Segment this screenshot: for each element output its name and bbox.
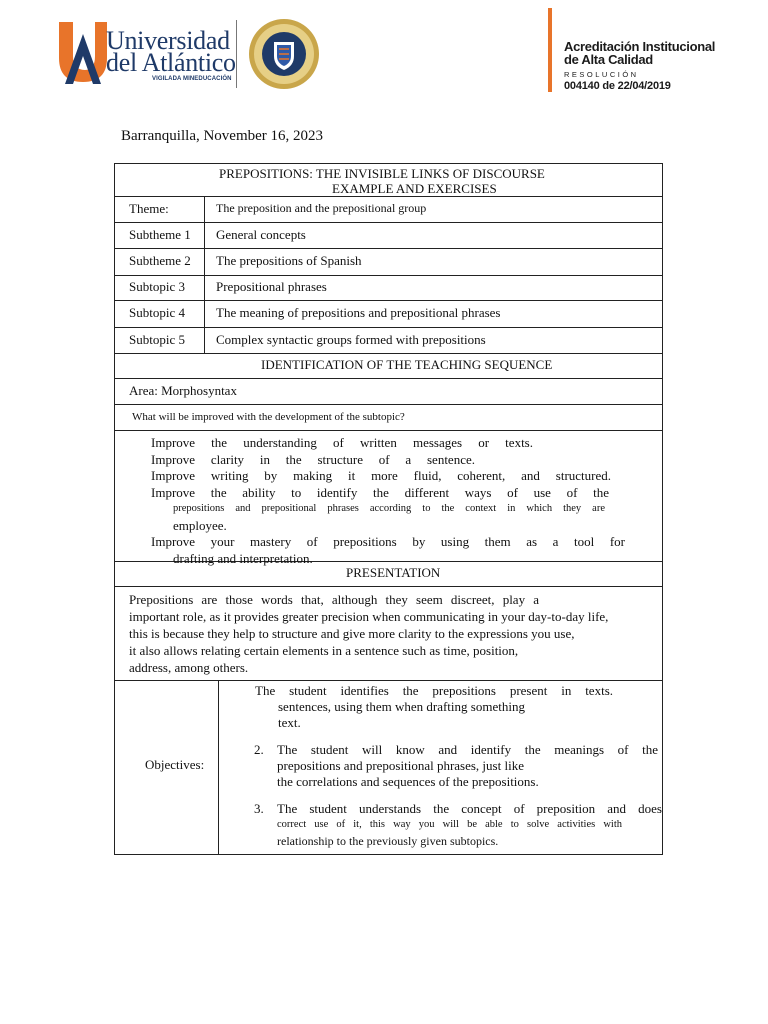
table-row bbox=[115, 276, 662, 301]
list-item: drafting and interpretation. bbox=[173, 550, 313, 566]
sequence-heading-row bbox=[115, 354, 662, 379]
list-item: Improve your mastery of prepositions by using them as a tool for bbox=[151, 534, 625, 549]
improve-question-row bbox=[115, 405, 662, 431]
table-row bbox=[115, 328, 662, 354]
resolution-number: 004140 de 22/04/2019 bbox=[564, 80, 671, 92]
objective-number: 2. bbox=[254, 742, 264, 757]
row-value: The prepositions of Spanish bbox=[216, 253, 362, 268]
table-row bbox=[115, 249, 662, 276]
objectives-label: Objectives: bbox=[145, 757, 205, 772]
lesson-plan-table bbox=[114, 163, 663, 855]
university-name bbox=[106, 26, 236, 77]
sequence-heading: IDENTIFICATION OF THE TEACHING SEQUENCE bbox=[261, 357, 553, 372]
row-value: Prepositional phrases bbox=[216, 279, 327, 294]
accreditation-accent-bar bbox=[548, 8, 552, 92]
table-row bbox=[115, 301, 662, 328]
presentation-heading-row bbox=[115, 562, 662, 587]
row-label: Subtopic 3 bbox=[129, 279, 185, 294]
accreditation-title-line2: de Alta Calidad bbox=[564, 52, 653, 67]
presentation-heading: PRESENTATION bbox=[346, 565, 441, 580]
list-item: Improve the understanding of written messages or texts. bbox=[151, 435, 533, 450]
objective-line: text. bbox=[278, 715, 301, 730]
objective-line: relationship to the previously given subtopics. bbox=[277, 834, 499, 848]
objective-line: The student will know and identify the meanings of the bbox=[277, 742, 658, 757]
area-row bbox=[115, 379, 662, 405]
row-label: Subtheme 2 bbox=[129, 253, 191, 268]
improve-question: What will be improved with the development of the subtopic? bbox=[132, 411, 405, 423]
row-label: Theme: bbox=[129, 201, 169, 216]
accreditation-seal-icon bbox=[248, 18, 320, 90]
row-label-cell bbox=[115, 223, 205, 248]
row-label-cell bbox=[115, 276, 205, 300]
university-name-line2: del Atlántico bbox=[106, 48, 236, 77]
presentation-paragraph bbox=[129, 591, 659, 676]
document-date: Barranquilla, November 16, 2023 bbox=[121, 128, 324, 144]
list-item: prepositions and prepositional phrases according to the context in which they are bbox=[173, 503, 605, 514]
objective-line: correct use of it, this way you will be able to solve activities with bbox=[277, 819, 622, 830]
table-title-row bbox=[115, 164, 662, 197]
resolution-label: RESOLUCIÓN bbox=[564, 70, 639, 79]
university-motto: VIGILADA MINEDUCACIÓN bbox=[152, 76, 232, 82]
presentation-line: address, among others. bbox=[129, 660, 249, 675]
row-label: Subtheme 1 bbox=[129, 227, 191, 242]
objectives-row bbox=[115, 681, 662, 854]
table-row bbox=[115, 197, 662, 223]
objective-number: 3. bbox=[254, 801, 264, 816]
presentation-row bbox=[115, 587, 662, 681]
presentation-line: Prepositions are those words that, although they seem discreet, play a bbox=[129, 592, 539, 607]
objective-line: The student identifies the prepositions present in texts. bbox=[255, 683, 613, 698]
letterhead bbox=[0, 0, 768, 100]
presentation-line: this is because they help to structure and give more clarity to the expressions you use, bbox=[129, 626, 575, 641]
improvements-row bbox=[115, 431, 662, 566]
row-label-cell bbox=[115, 328, 205, 353]
list-item: employee. bbox=[173, 517, 227, 533]
table-title-line2: EXAMPLE AND EXERCISES bbox=[332, 181, 497, 196]
accreditation-title-line1: Acreditación Institucional bbox=[564, 39, 716, 54]
objectives-label-cell bbox=[115, 681, 219, 854]
list-item: Improve writing by making it more fluid, coherent, and structured. bbox=[151, 468, 611, 483]
objective-line: The student understands the concept of preposition and does bbox=[277, 801, 662, 816]
list-item: Improve the ability to identify the different ways of use of the bbox=[151, 484, 609, 500]
row-value: The meaning of prepositions and prepositional phrases bbox=[216, 305, 501, 320]
table-title-line1: PREPOSITIONS: THE INVISIBLE LINKS OF DISCOURSE bbox=[219, 166, 545, 181]
improvements-list bbox=[151, 435, 625, 567]
row-label: Subtopic 5 bbox=[129, 332, 185, 347]
university-name-line1: Universidad bbox=[106, 26, 230, 55]
header-divider bbox=[236, 20, 237, 88]
list-item: Improve clarity in the structure of a sentence. bbox=[151, 451, 475, 467]
table-row bbox=[115, 223, 662, 249]
area-text: Area: Morphosyntax bbox=[129, 383, 237, 398]
objective-line: the correlations and sequences of the prepositions. bbox=[277, 774, 539, 789]
row-value: General concepts bbox=[216, 227, 306, 242]
row-value: The preposition and the prepositional group bbox=[216, 201, 427, 215]
row-label-cell bbox=[115, 249, 205, 275]
row-value: Complex syntactic groups formed with prepositions bbox=[216, 332, 486, 347]
presentation-line: it also allows relating certain elements in a sentence such as time, position, bbox=[129, 643, 519, 658]
objective-line: prepositions and prepositional phrases, just like bbox=[277, 758, 524, 773]
row-label: Subtopic 4 bbox=[129, 305, 185, 320]
row-label-cell bbox=[115, 301, 205, 327]
objective-line: sentences, using them when drafting something bbox=[278, 699, 525, 714]
presentation-line: important role, as it provides greater precision when communicating in your day-to-day life, bbox=[129, 609, 609, 624]
objective-1 bbox=[255, 683, 613, 731]
row-label-cell bbox=[115, 197, 205, 222]
university-logo-icon bbox=[55, 20, 111, 86]
